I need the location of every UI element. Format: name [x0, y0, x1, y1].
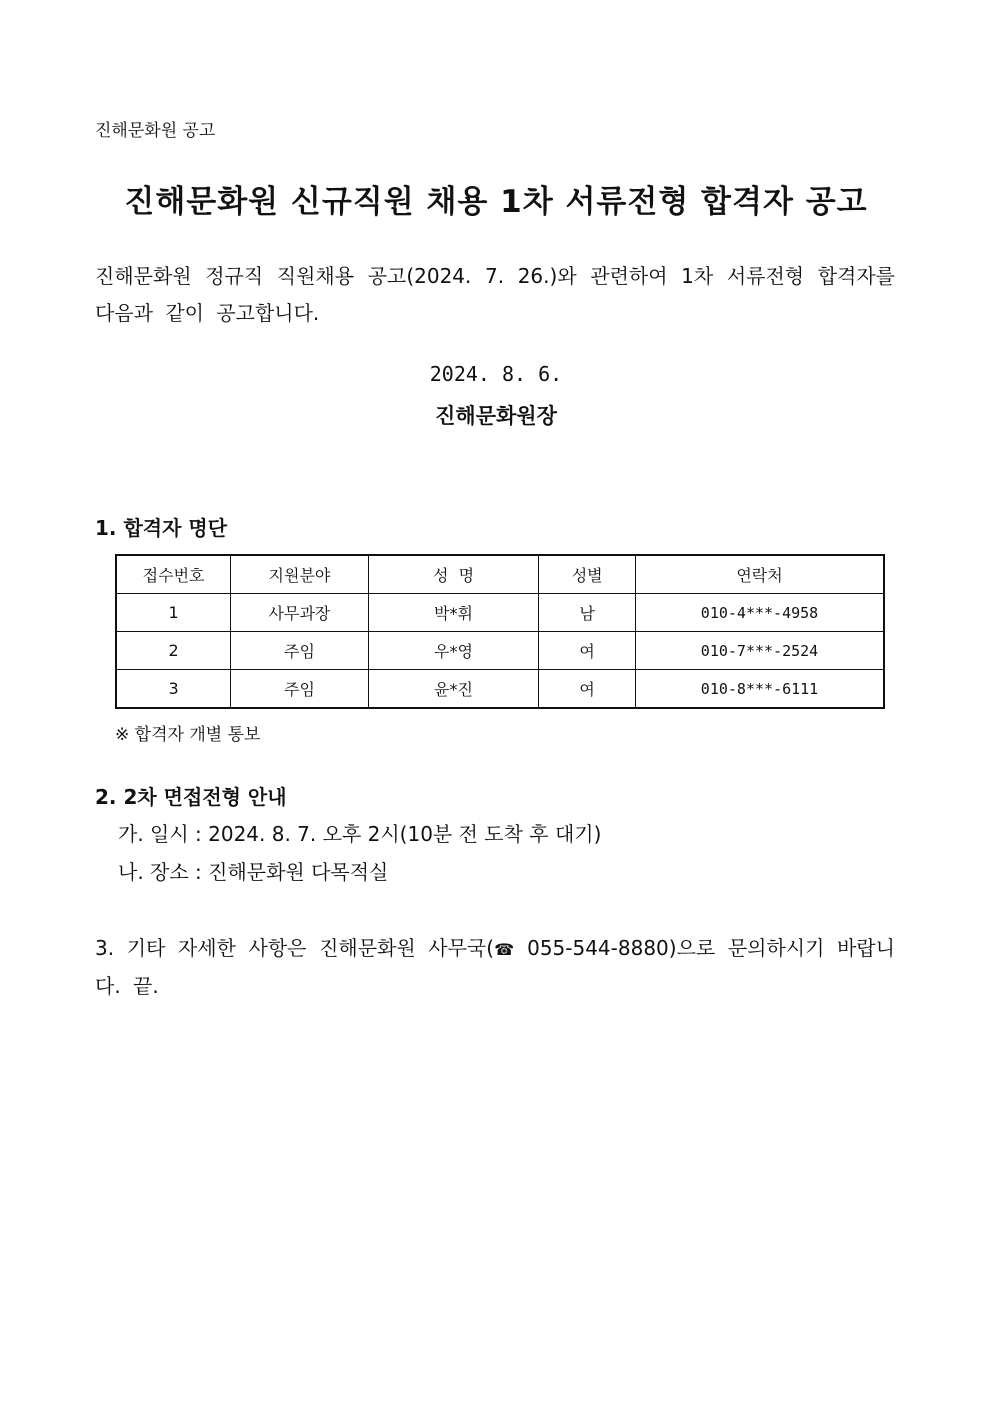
- cell-number: 2: [116, 632, 231, 670]
- cell-field: 사무과장: [231, 594, 369, 632]
- column-header: 성별: [539, 555, 636, 594]
- cell-name: 우*영: [368, 632, 539, 670]
- section-title-interview: 2. 2차 면접전형 안내: [95, 785, 287, 809]
- results-note: ※ 합격자 개별 통보: [115, 725, 261, 745]
- cell-gender: 남: [539, 594, 636, 632]
- signer: 진해문화원장: [435, 404, 557, 428]
- table-row: [116, 594, 884, 632]
- cell-contact: 010-7***-2524: [636, 632, 884, 670]
- column-header: 연락처: [636, 555, 884, 594]
- cell-number: 1: [116, 594, 231, 632]
- interview-schedule: 가. 일시 : 2024. 8. 7. 오후 2시(10분 전 도착 후 대기): [118, 822, 602, 846]
- column-header: 접수번호: [116, 555, 231, 594]
- intro-paragraph: 진해문화원 정규직 직원채용 공고(2024. 7. 26.)와 관련하여 1차 서류전형 합격자를 다음과 같이 공고합니다.: [95, 264, 895, 325]
- cell-number: 3: [116, 670, 231, 709]
- table-row: [116, 670, 884, 709]
- cell-name: 윤*진: [368, 670, 539, 709]
- phone-icon: ☎: [494, 940, 515, 959]
- org-label: 진해문화원 공고: [95, 121, 216, 141]
- cell-field: 주임: [231, 632, 369, 670]
- results-table: [115, 554, 885, 709]
- closing-text-before: 3. 기타 자세한 사항은 진해문화원 사무국(: [95, 936, 495, 960]
- cell-contact: 010-8***-6111: [636, 670, 884, 709]
- column-header: 지원분야: [231, 555, 369, 594]
- document-title: 진해문화원 신규직원 채용 1차 서류전형 합격자 공고: [124, 184, 868, 220]
- cell-field: 주임: [231, 670, 369, 709]
- cell-gender: 여: [539, 632, 636, 670]
- closing-paragraph: [95, 930, 895, 1005]
- interview-location: 나. 장소 : 진해문화원 다목적실: [118, 860, 389, 884]
- section-title-results: 1. 합격자 명단: [95, 516, 228, 540]
- announcement-date: 2024. 8. 6.: [429, 362, 563, 386]
- table-header-row: [116, 555, 884, 594]
- cell-contact: 010-4***-4958: [636, 594, 884, 632]
- cell-name: 박*휘: [368, 594, 539, 632]
- cell-gender: 여: [539, 670, 636, 709]
- closing-text-after: 055-544-8880)으로 문의하시기 바랍니다. 끝.: [95, 936, 895, 998]
- table-row: [116, 632, 884, 670]
- column-header: 성 명: [368, 555, 539, 594]
